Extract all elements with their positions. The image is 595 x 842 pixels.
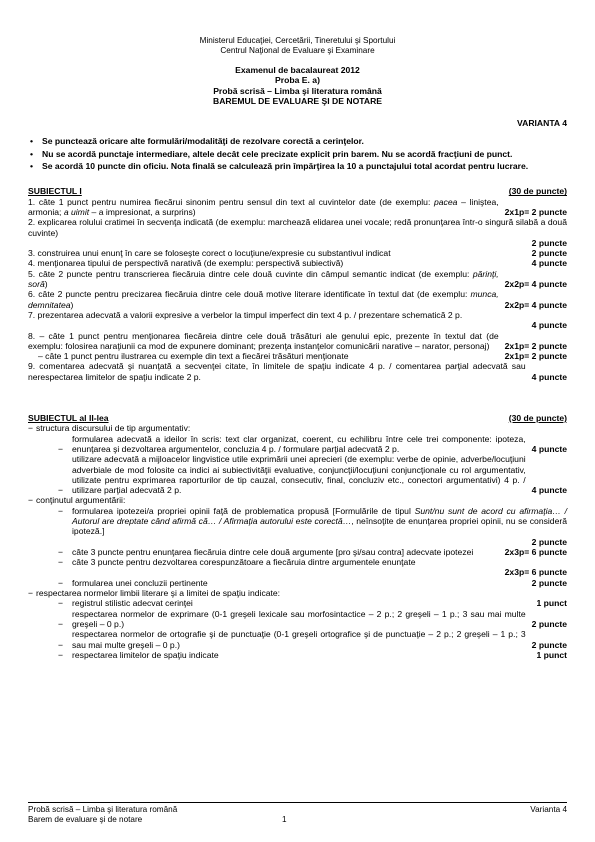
subject-2-header [28,413,567,423]
footer-barem: Barem de evaluare şi de notare [28,815,143,824]
item-6: 6. câte 2 puncte pentru precizarea fiecăruia dintre cele două motive literare identificate în textul dat (de exemplu: munca, demnitatea) 2x2p= 4 puncte [28,289,567,310]
footer-subject: Probă scrisă – Limba şi literatura română [28,805,178,814]
item-points: 2x1p= 2 puncte [504,206,567,217]
norms-item-2: − respectarea normelor de exprimare (0-1 greşeli lexicale sau morfosintactice – 2 p.; 2 greşeli – 1 p.; 3 sau mai multe greşeli – 0 p.) 2 puncte [28,609,567,630]
item-8: 8. – câte 1 punct pentru menţionarea fiecăreia dintre cele două trăsături ale genului epic, prezente în textul dat (de exemplu: folosirea naraţiunii ca mod de expunere dominant; prezenţa instanţelor comunicării narative – narator, personaj) 2x1p= 2 puncte [28,330,567,351]
general-rules [28,136,567,171]
center-name: Centrul Naţional de Evaluare şi Examinare [220,46,375,55]
barem-title: BAREMUL DE EVALUARE ŞI DE NOTARE [212,95,383,106]
subject-1-points: (30 de puncte) [508,186,567,197]
item-points: 2x1p= 2 puncte [504,340,567,351]
subject-1-items [28,197,567,382]
item-points: 2 puncte [531,618,567,629]
item-points: 1 punct [536,649,567,660]
content-heading: − conţinutul argumentării: [28,495,567,505]
item-points: 2 puncte [531,639,567,650]
item-3: 3. construirea unui enunţ în care se foloseşte corect o locuţiune/expresie cu substantivul indicat 2 puncte [28,248,567,259]
item-1: 1. câte 1 punct pentru numirea fiecărui sinonim pentru sensul din text al cuvintelor date (de exemplu: pacea – liniştea, armonia; a uimit – a impresionat, a surprins) 2x1p= 2 puncte [28,196,567,217]
page [28,36,567,660]
structure-item-1: − formularea adecvată a ideilor în scris: text clar organizat, coerent, cu echilibru între cele trei componente: ipoteza, enunţarea şi dezvoltarea argumentelor, concluzia 4 p. / formulare parţial adecvată 2 p. 4 puncte [28,434,567,455]
item-2: 2. explicarea rolului cratimei în secvenţa indicată (de exemplu: marchează elidarea unei vocale; redă pronunţarea într-o singură silabă a două cuvinte) [28,217,567,238]
structure-heading: − structura discursului de tip argumentativ: [28,423,567,433]
item-points: 2x2p= 4 puncte [504,299,567,310]
rule-item: • Se acordă 10 puncte din oficiu. Nota finală se calculează prin împărţirea la 10 a punctajului total acordat pentru lucrare. [28,161,567,171]
rule-item: • Se punctează oricare alte formulări/modalităţi de rezolvare corectă a cerinţelor. [28,136,567,146]
item-points: 4 puncte [531,258,567,269]
exam-title: Examenul de bacalaureat 2012 [235,65,360,75]
item-points: 2 puncte [531,536,567,547]
variant-label: VARIANTA 4 [517,118,567,129]
item-points: 1 punct [536,598,567,609]
subject-1-header [28,186,567,196]
subject-2-points: (30 de puncte) [508,413,567,424]
page-footer [28,802,567,825]
item-7: 7. prezentarea adecvată a valorii expresive a verbelor la timpul imperfect din text 4 p. / prezentare schematică 2 p. [28,309,463,320]
item-points: 2 puncte [531,237,567,248]
structure-item-2: − utilizare adecvată a mijloacelor lingvistice utile exprimării unei aprecieri (de exemplu: verbe de opinie, adverbe/locuţiuni adverbiale de mod folosite ca indici ai subiectivităţii evaluative, conjuncţii/locuţiuni conjuncţionale cu rol argumentativ, utilizate pentru exprimarea raporturilor de tip cauzal, consecutiv, final, concluziv etc., conectori argumentativi) 4 p. / utilizare parţial adecvată 2 p. 4 puncte [28,454,567,495]
item-points: 2x1p= 2 puncte [504,351,567,362]
item-points: 2x3p= 6 puncte [504,567,567,578]
item-points: 2x2p= 4 puncte [504,279,567,290]
item-5: 5. câte 2 puncte pentru transcrierea fiecăruia dintre cele două cuvinte din câmpul semantic indicat (de exemplu: părinţi, soră) 2x2p= 4 puncte [28,268,567,290]
item-9: 9. comentarea adecvată şi nuanţată a secvenţei citate, în limitele de spaţiu indicate 4 p. / comentarea parţial adecvată sau nerespectarea limitelor de spaţiu indicate 2 p. 4 puncte [28,361,567,382]
subject-1-title: SUBIECTUL I [28,186,82,197]
subject-2-title: SUBIECTUL al II-lea [28,413,109,424]
norms-heading: − respectarea normelor limbii literare şi a limitei de spaţiu indicate: [28,588,567,598]
rule-item: • Nu se acordă punctaje intermediare, altele decât cele precizate explicit prin barem. Nu se acordă fracţiuni de punct. [28,149,567,159]
item-points: 4 puncte [531,371,567,382]
item-8b: – câte 1 punct pentru ilustrarea cu exemple din text a fiecărei trăsături menţionate 2x1p= 2 puncte [38,351,567,362]
item-points: 2 puncte [531,577,567,588]
exam-subject: Probă scrisă – Limba şi literatura română [213,85,382,96]
item-4: 4. menţionarea tipului de perspectivă narativă (de exemplu: perspectivă subiectivă) 4 puncte [28,258,567,269]
subject-2-items [28,423,567,660]
content-item-3: − câte 3 puncte pentru dezvoltarea corespunzătoare a fiecăruia dintre argumentele enunţate [28,557,567,567]
content-item-1: − formularea ipotezei/a propriei opinii faţă de problematica propusă [Formulările de tipul Sunt/nu sunt de acord cu afirmaţia… / Autorul are dreptate când afirmă că… / Afirmaţia autorului este corectă…, neînsoţite de enunţarea propriei opinii, nu se consideră ipoteză.] [28,506,567,537]
item-points: 4 puncte [531,443,567,454]
item-points: 2x3p= 6 puncte [504,546,567,557]
item-points: 4 puncte [531,485,567,496]
ministry-name: Ministerul Educaţiei, Cercetării, Tineretului şi Sportului [199,36,396,45]
norms-item-1: − registrul stilistic adecvat cerinţei 1 punct [28,598,567,608]
exam-proba: Proba E. a) [275,75,320,86]
page-number: 1 [282,815,287,824]
norms-item-4: − respectarea limitelor de spaţiu indicate 1 punct [28,650,567,660]
item-points: 2 puncte [531,248,567,259]
item-points: 4 puncte [531,320,567,331]
footer-variant: Varianta 4 [530,805,567,814]
content-item-4: − formularea unei concluzii pertinente 2 puncte [28,578,567,588]
content-item-2: − câte 3 puncte pentru enunţarea fiecăruia dintre cele două argumente [pro şi/sau contra] adecvate ipotezei 2x3p= 6 puncte [28,547,567,557]
norms-item-3: − respectarea normelor de ortografie şi de punctuaţie (0-1 greşeli ortografice şi de punctuaţie – 2 p.; 2 greşeli – 1 p.; 3 sau mai multe greşeli – 0 p.) 2 puncte [28,629,567,650]
